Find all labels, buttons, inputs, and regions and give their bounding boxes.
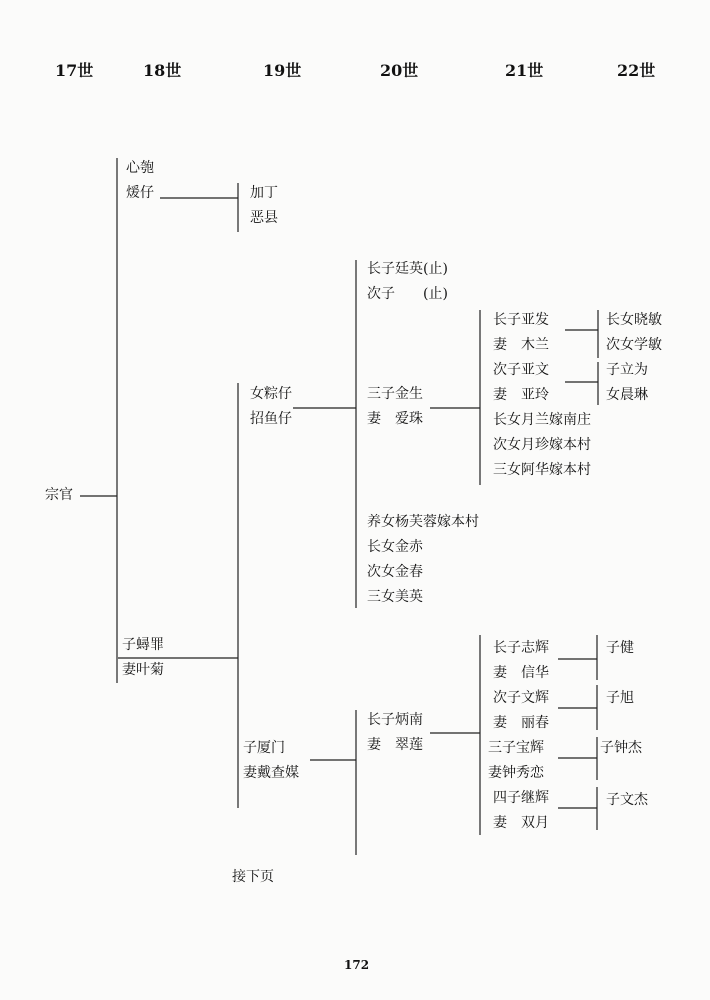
generation-header-18: 18世 [143,61,182,80]
person-gen19: 恶县 [250,210,278,226]
person-gen22: 女晨琳 [606,387,648,403]
person-gen21: 妻 信华 [493,665,549,681]
person-gen18: 子蟳罪 [122,637,164,653]
person-gen22: 子旭 [606,690,634,706]
generation-header-22: 22世 [617,61,656,80]
person-gen19: 招鱼仔 [250,411,292,427]
generation-header-17: 17世 [55,61,94,80]
person-gen18: 煖仔 [126,185,154,201]
person-gen21: 妻 亚玲 [493,387,549,403]
person-gen22: 子健 [606,640,634,656]
person-gen20: 长子炳南 [367,712,423,728]
person-gen18: 心匏 [126,160,154,176]
person-gen20: 妻 翠莲 [367,737,423,753]
person-gen21: 妻 木兰 [493,337,549,353]
continued-note: 接下页 [232,869,274,885]
person-gen21: 四子继辉 [493,790,549,806]
generation-header-19: 19世 [263,61,302,80]
person-gen21: 长子亚发 [493,312,549,328]
person-gen21: 次子亚文 [493,362,549,378]
person-gen22: 子立为 [606,362,648,378]
person-gen19: 妻戴查媒 [243,765,299,781]
person-gen21: 次女月珍嫁本村 [493,437,591,453]
person-gen20: 三子金生 [367,386,423,402]
person-gen20: 长子廷英(止) [367,261,448,277]
person-gen21: 三子宝辉 [488,740,544,756]
person-gen20: 三女美英 [367,589,423,605]
person-gen20: 次子 (止) [367,286,448,302]
person-gen20: 养女杨芙蓉嫁本村 [367,514,479,530]
generation-header-21: 21世 [505,61,544,80]
generation-header-20: 20世 [380,61,419,80]
person-gen21: 长女月兰嫁南庄 [493,412,591,428]
person-gen19: 女粽仔 [250,386,292,402]
person-gen22: 子钟杰 [600,740,642,756]
person-gen19: 子厦门 [243,740,285,756]
page-number: 172 [344,958,370,972]
person-gen19: 加丁 [250,185,278,201]
person-gen21: 妻 丽春 [493,715,549,731]
person-gen22: 长女晓敏 [606,312,662,328]
person-root: 宗官 [45,487,73,503]
person-gen21: 妻钟秀恋 [488,765,544,781]
person-gen22: 次女学敏 [606,337,662,353]
person-gen21: 次子文辉 [493,690,549,706]
person-gen21: 三女阿华嫁本村 [493,462,591,478]
person-gen22: 子文杰 [606,792,648,808]
person-gen21: 长子志辉 [493,640,549,656]
person-gen21: 妻 双月 [493,815,549,831]
person-gen20: 长女金赤 [367,539,423,555]
person-gen18: 妻叶菊 [122,662,164,678]
person-gen20: 次女金春 [367,564,423,580]
person-gen20: 妻 爱珠 [367,411,423,427]
